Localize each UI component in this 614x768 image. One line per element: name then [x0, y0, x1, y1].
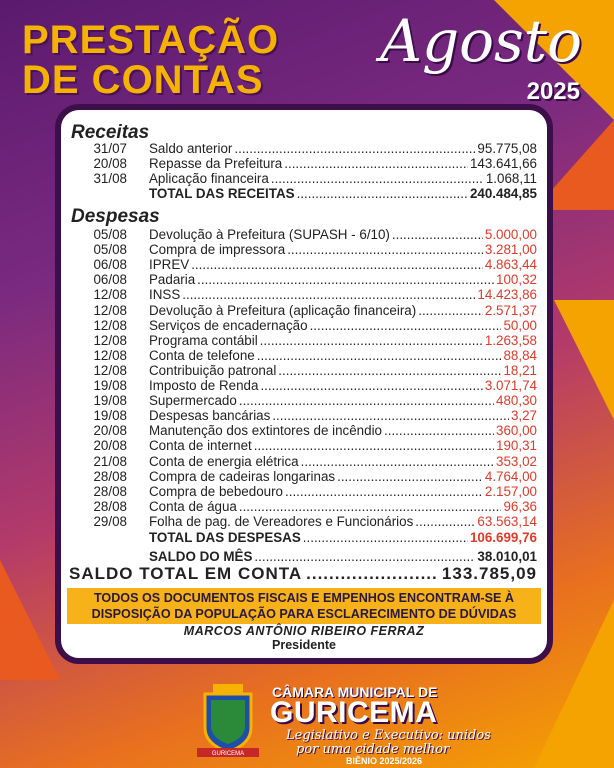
item-value: 50,00: [503, 317, 537, 333]
year-label: 2025: [526, 78, 580, 105]
item-value: 480,30: [496, 393, 537, 409]
title-line2: DE CONTAS: [22, 58, 264, 102]
leader-dots: [239, 393, 494, 408]
leader-dots: [285, 484, 483, 499]
item-date: 31/07: [93, 141, 127, 156]
despesas-heading: Despesas: [71, 206, 160, 227]
saldo-total: [69, 564, 537, 584]
item-label: IPREV: [149, 257, 190, 273]
title-line1: PRESTAÇÃO: [22, 18, 280, 62]
item-label: Compra de impressora: [149, 242, 286, 258]
item-value: 240.484,85: [469, 186, 537, 201]
list-item: [69, 257, 537, 272]
item-date: 28/08: [93, 468, 127, 484]
item-value: 14.423,86: [477, 287, 537, 303]
leader-dots: [297, 186, 468, 201]
list-item: [69, 408, 537, 423]
item-date: 31/08: [93, 171, 127, 186]
item-date: 12/08: [93, 317, 127, 333]
list-item: [69, 348, 537, 363]
signature-name: MARCOS ANTÔNIO RIBEIRO FERRAZ: [183, 624, 425, 638]
list-item: [69, 378, 537, 393]
item-label: Conta de água: [149, 498, 237, 514]
leader-dots: [392, 227, 483, 242]
leader-dots: [278, 363, 501, 378]
item-label: Compra de bebedouro: [149, 483, 283, 499]
leader-dots: [191, 257, 483, 272]
item-label: Conta de telefone: [149, 347, 255, 363]
list-item: [69, 393, 537, 408]
leader-dots: [239, 499, 502, 514]
list-item: [69, 272, 537, 287]
saldo-total-label: SALDO TOTAL EM CONTA: [69, 564, 303, 583]
item-date: 12/08: [93, 362, 127, 378]
list-item: [69, 303, 537, 318]
item-value: 96,36: [503, 498, 537, 514]
list-item: [69, 454, 537, 469]
item-label: Folha de pag. de Vereadores e Funcionários: [149, 513, 414, 529]
leader-dots: [272, 408, 509, 423]
notice-line2: DISPOSIÇÃO DA POPULAÇÃO PARA ESCLARECIMENTO DE DÚVIDAS: [91, 607, 517, 621]
receitas-heading: Receitas: [71, 122, 150, 143]
item-date: 20/08: [93, 438, 127, 454]
item-label: Despesas bancárias: [149, 408, 271, 424]
item-label: Devolução à Prefeitura (aplicação financeira): [149, 302, 417, 318]
list-item: [69, 287, 537, 302]
item-date: 28/08: [93, 498, 127, 514]
page-title: [22, 20, 279, 100]
item-date: 21/08: [93, 453, 127, 469]
svg-text:GURICEMA: GURICEMA: [211, 751, 245, 757]
list-item: [69, 227, 537, 242]
item-value: 143.641,66: [469, 156, 537, 171]
item-date: 19/08: [93, 378, 127, 393]
item-value: 353,02: [496, 453, 537, 469]
item-date: 06/08: [93, 257, 127, 273]
item-date: 05/08: [93, 227, 127, 242]
item-date: 19/08: [93, 408, 127, 424]
item-date: 20/08: [93, 156, 127, 171]
leader-dots: [418, 303, 483, 318]
leader-dots: [310, 318, 502, 333]
item-label: Programa contábil: [149, 332, 258, 348]
item-label: Manutenção dos extintores de incêndio: [149, 423, 383, 439]
item-value: 100,32: [496, 272, 537, 288]
item-label: Serviços de encadernação: [149, 317, 308, 333]
item-value: 5.000,00: [484, 227, 537, 242]
list-item: [69, 438, 537, 453]
leader-dots: [260, 333, 483, 348]
item-date: 06/08: [93, 272, 127, 288]
list-item: [69, 242, 537, 257]
leader-dots: [197, 272, 494, 287]
leader-dots: [182, 287, 475, 302]
item-value: 2.571,37: [484, 302, 537, 318]
leader-dots: [254, 549, 475, 564]
item-label: Aplicação financeira: [149, 171, 269, 186]
item-label: Saldo anterior: [149, 141, 233, 156]
leader-dots: [415, 514, 475, 529]
item-date: 12/08: [93, 287, 127, 303]
decor-triangle: [554, 300, 614, 420]
list-item: [69, 156, 537, 171]
item-label: Conta de internet: [149, 438, 252, 454]
list-item: [69, 549, 537, 564]
notice-banner: [67, 588, 541, 624]
item-date: 12/08: [93, 332, 127, 348]
bienio-label: BIÊNIO 2025/2026: [346, 756, 423, 766]
leader-dots: [260, 378, 482, 393]
signature-role: Presidente: [272, 638, 336, 652]
list-item: [69, 499, 537, 514]
leader-dots: [287, 242, 483, 257]
leader-dots: [384, 423, 494, 438]
item-value: 190,31: [496, 438, 537, 454]
item-date: 28/08: [93, 483, 127, 499]
list-item: [69, 186, 537, 201]
item-value: 18,21: [503, 362, 537, 378]
item-value: 38.010,01: [477, 549, 537, 564]
list-item: [69, 333, 537, 348]
slogan-line2: por uma cidade melhor: [296, 742, 450, 757]
item-date: 19/08: [93, 393, 127, 409]
city-name: GURICEMA: [270, 696, 438, 729]
item-value: 63.563,14: [477, 513, 537, 529]
leader-dots: [284, 156, 468, 171]
notice-line1: TODOS OS DOCUMENTOS FISCAIS E EMPENHOS ENCONTRAM-SE À: [93, 591, 515, 605]
list-item: [69, 363, 537, 378]
item-label: Repasse da Prefeitura: [149, 156, 283, 171]
item-date: 12/08: [93, 347, 127, 363]
item-value: 2.157,00: [484, 483, 537, 499]
item-value: 1.068,11: [485, 171, 537, 186]
leader-dots: [271, 171, 484, 186]
signature: [61, 624, 547, 652]
list-item: [69, 514, 537, 529]
item-label: Devolução à Prefeitura (SUPASH - 6/10): [149, 227, 390, 242]
item-value: 3.071,74: [484, 378, 537, 393]
list-item: [69, 423, 537, 438]
item-label: SALDO DO MÊS: [149, 549, 253, 564]
slogan-line1: Legislativo e Executivo: unidos: [286, 728, 491, 743]
item-value: 3,27: [510, 408, 537, 424]
item-label: Padaria: [149, 272, 196, 288]
item-date: 05/08: [93, 242, 127, 258]
municipal-crest-icon: [193, 682, 263, 760]
accounts-card: [55, 104, 553, 664]
leader-dots: [254, 438, 494, 453]
org-name: CÂMARA MUNICIPAL DE: [272, 684, 438, 700]
item-value: 95.775,08: [477, 141, 537, 156]
list-item: [69, 318, 537, 333]
item-value: 360,00: [496, 423, 537, 439]
item-value: 88,84: [503, 347, 537, 363]
list-item: [69, 469, 537, 484]
item-label: TOTAL DAS RECEITAS: [149, 186, 295, 201]
item-label: TOTAL DAS DESPESAS: [149, 530, 301, 545]
saldo-total-value: 133.785,09: [441, 564, 537, 583]
item-label: Imposto de Renda: [149, 378, 259, 393]
leader-dots: [303, 530, 468, 545]
leader-dots: [257, 348, 502, 363]
month-label: Agosto: [380, 7, 582, 75]
item-date: 12/08: [93, 302, 127, 318]
item-value: 1.263,58: [484, 332, 537, 348]
decor-triangle: [0, 560, 60, 680]
item-date: 20/08: [93, 423, 127, 439]
leader-dots: [337, 469, 483, 484]
list-item: [69, 141, 537, 156]
item-label: Contribuição patronal: [149, 362, 277, 378]
item-value: 106.699,76: [469, 530, 537, 545]
item-value: 3.281,00: [484, 242, 537, 258]
leader-dots: [301, 454, 494, 469]
item-label: Conta de energia elétrica: [149, 453, 299, 469]
leader-dots: [306, 564, 438, 584]
list-item: [69, 484, 537, 499]
item-value: 4.863,44: [484, 257, 537, 273]
item-date: 29/08: [93, 513, 127, 529]
item-label: Compra de cadeiras longarinas: [149, 468, 336, 484]
item-label: Supermercado: [149, 393, 237, 409]
item-value: 4.764,00: [484, 468, 537, 484]
list-item: [69, 530, 537, 545]
list-item: [69, 171, 537, 186]
leader-dots: [234, 141, 475, 156]
item-label: INSS: [149, 287, 181, 303]
